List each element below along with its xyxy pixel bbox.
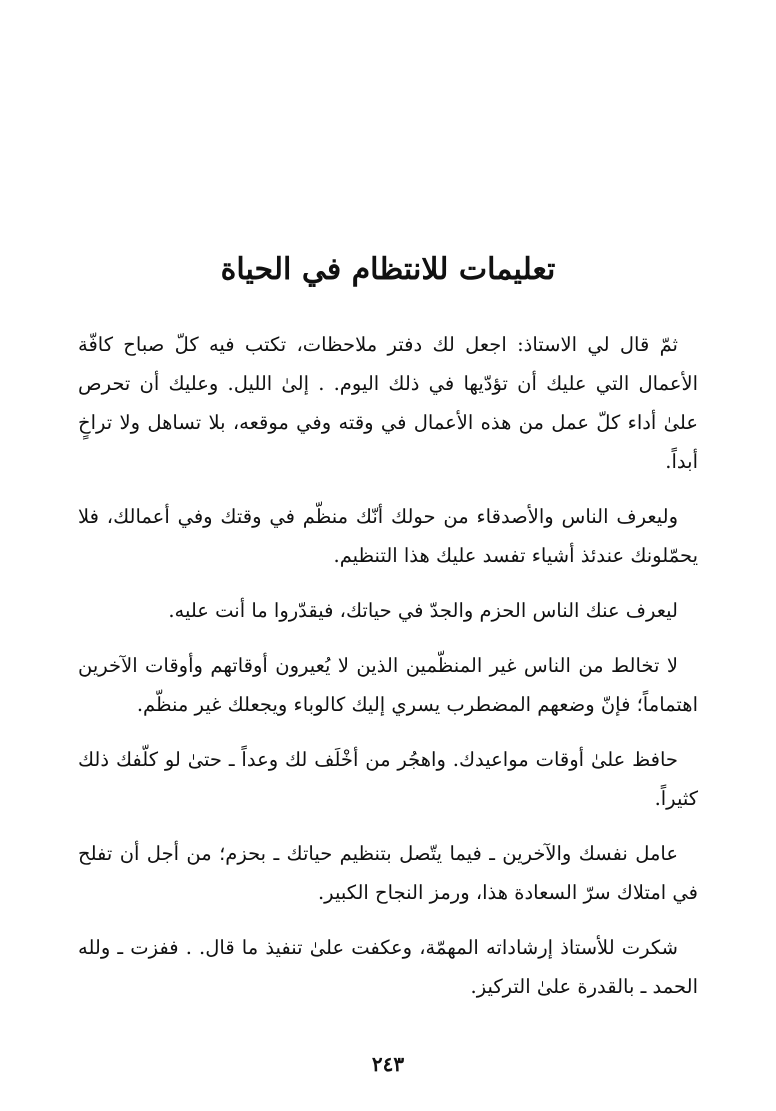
paragraph-5 xyxy=(78,740,698,818)
paragraph-2-text: وليعرف الناس والأصدقاء من حولك أنّك منظّم في وقتك وفي أعمالك، فلا يحمّلونك عندئذ أشياء تفسد عليك هذا التنظيم. xyxy=(78,505,698,567)
paragraph-3-text: ليعرف عنك الناس الحزم والجدّ في حياتك، فيقدّروا ما أنت عليه. xyxy=(168,599,678,622)
paragraph-1-text: ثمّ قال لي الاستاذ: اجعل لك دفتر ملاحظات، تكتب فيه كلّ صباح كافّة الأعمال التي عليك أن تؤدّيها في ذلك اليوم. . إلىٰ الليل. وعليك أن تحرص علىٰ أداء كلّ عمل من هذه الأعمال في وقته وفي موقعه، بلا تساهل ولا تراخٍ أبداً. xyxy=(78,333,698,473)
paragraph-6-text: عامل نفسك والآخرين ـ فيما يتّصل بتنظيم حياتك ـ بحزم؛ من أجل أن تفلح في امتلاك سرّ السعادة هذا، ورمز النجاح الكبير. xyxy=(78,842,698,904)
paragraph-3 xyxy=(78,591,698,630)
paragraph-7 xyxy=(78,928,698,1006)
paragraph-6 xyxy=(78,834,698,912)
paragraph-5-text: حافظ علىٰ أوقات مواعيدك. واهجُر من أخْلَف لك وعداً ـ حتىٰ لو كلّفك ذلك كثيراً. xyxy=(78,748,698,810)
paragraph-7-text: شكرت للأستاذ إرشاداته المهمّة، وعكفت علىٰ تنفيذ ما قال. . ففزت ـ ولله الحمد ـ بالقدرة علىٰ التركيز. xyxy=(78,936,698,998)
paragraph-4-text: لا تخالط من الناس غير المنظّمين الذين لا يُعيرون أوقاتهم وأوقات الآخرين اهتماماً؛ فإنّ وضعهم المضطرب يسري إليك كالوباء ويجعلك غير منظّم. xyxy=(78,654,698,716)
paragraph-4 xyxy=(78,646,698,724)
body-text xyxy=(78,325,698,1022)
page-title: تعليمات للانتظام في الحياة xyxy=(220,252,556,287)
page-number: ٢٤٣ xyxy=(371,1052,405,1076)
paragraph-2 xyxy=(78,497,698,575)
paragraph-1 xyxy=(78,325,698,481)
